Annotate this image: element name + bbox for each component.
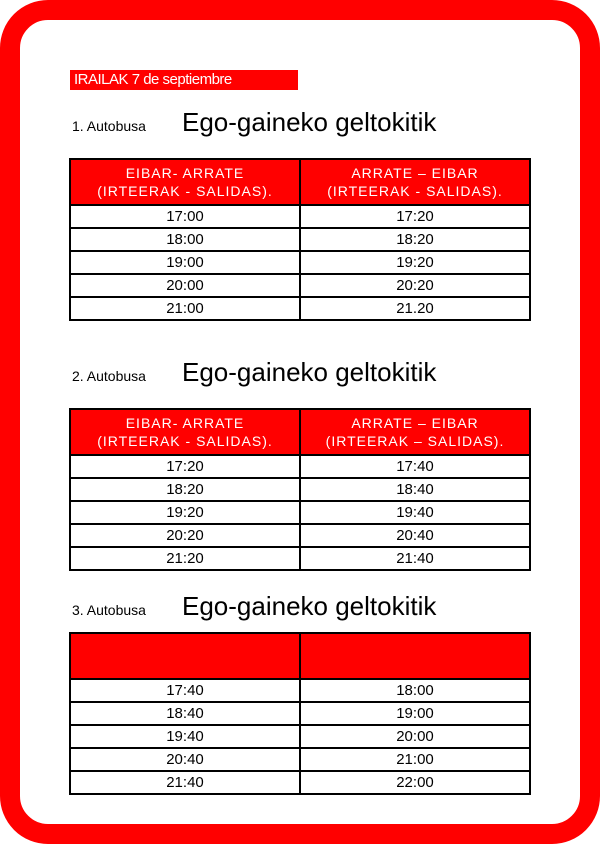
return-time: 20:40 [300, 524, 530, 547]
return-time: 21:00 [300, 748, 530, 771]
bus-2-schedule-table [69, 408, 531, 571]
header-empty-left [70, 633, 300, 679]
bus-1-label: 1. Autobusa [72, 118, 146, 134]
date-banner: IRAILAK 7 de septiembre [70, 70, 298, 90]
table-header-row [70, 159, 530, 205]
return-time: 18:20 [300, 228, 530, 251]
departure-time: 21:40 [70, 771, 300, 794]
departure-time: 21:00 [70, 297, 300, 320]
departure-time: 18:00 [70, 228, 300, 251]
return-time: 20:00 [300, 725, 530, 748]
table-row [70, 251, 530, 274]
header-empty-right [300, 633, 530, 679]
departure-time: 19:00 [70, 251, 300, 274]
header-line1: EIBAR- ARRATE [125, 165, 245, 181]
header-line2: (IRTEERAK - SALIDAS). [97, 433, 273, 449]
header-line1: EIBAR- ARRATE [125, 415, 245, 431]
departure-time: 20:00 [70, 274, 300, 297]
departure-time: 19:20 [70, 501, 300, 524]
bus-2-label: 2. Autobusa [72, 368, 146, 384]
return-time: 17:20 [300, 205, 530, 228]
bus-1-title: Ego-gaineko geltokitik [182, 107, 437, 137]
return-time: 18:00 [300, 679, 530, 702]
table-row [70, 478, 530, 501]
departure-time: 18:20 [70, 478, 300, 501]
table-row [70, 679, 530, 702]
header-line2: (IRTEERAK - SALIDAS). [97, 183, 273, 199]
header-line2: (IRTEERAK - SALIDAS). [327, 183, 503, 199]
return-time: 21.20 [300, 297, 530, 320]
bus-2-title: Ego-gaineko geltokitik [182, 357, 437, 387]
table-row [70, 205, 530, 228]
bus-3-schedule-table [69, 632, 531, 795]
table-header-row [70, 409, 530, 455]
table-row [70, 547, 530, 570]
departure-time: 18:40 [70, 702, 300, 725]
table-row [70, 748, 530, 771]
header-arrate-eibar [300, 159, 530, 205]
table-row [70, 455, 530, 478]
return-time: 19:40 [300, 501, 530, 524]
header-line1: ARRATE – EIBAR [351, 165, 479, 181]
departure-time: 20:20 [70, 524, 300, 547]
table-row [70, 524, 530, 547]
bus-1-schedule-table [69, 158, 531, 321]
departure-time: 21:20 [70, 547, 300, 570]
table-row [70, 297, 530, 320]
return-time: 17:40 [300, 455, 530, 478]
departure-time: 20:40 [70, 748, 300, 771]
return-time: 18:40 [300, 478, 530, 501]
departure-time: 17:40 [70, 679, 300, 702]
header-line2: (IRTEERAK – SALIDAS). [325, 433, 505, 449]
return-time: 19:00 [300, 702, 530, 725]
table-header-row [70, 633, 530, 679]
return-time: 20:20 [300, 274, 530, 297]
return-time: 22:00 [300, 771, 530, 794]
table-row [70, 771, 530, 794]
departure-time: 17:20 [70, 455, 300, 478]
departure-time: 17:00 [70, 205, 300, 228]
return-time: 21:40 [300, 547, 530, 570]
table-row [70, 228, 530, 251]
table-row [70, 501, 530, 524]
header-arrate-eibar [300, 409, 530, 455]
bus-3-label: 3. Autobusa [72, 602, 146, 618]
return-time: 19:20 [300, 251, 530, 274]
table-row [70, 725, 530, 748]
header-line1: ARRATE – EIBAR [351, 415, 479, 431]
departure-time: 19:40 [70, 725, 300, 748]
bus-3-title: Ego-gaineko geltokitik [182, 591, 437, 621]
header-eibar-arrate [70, 409, 300, 455]
table-row [70, 274, 530, 297]
table-row [70, 702, 530, 725]
header-eibar-arrate [70, 159, 300, 205]
